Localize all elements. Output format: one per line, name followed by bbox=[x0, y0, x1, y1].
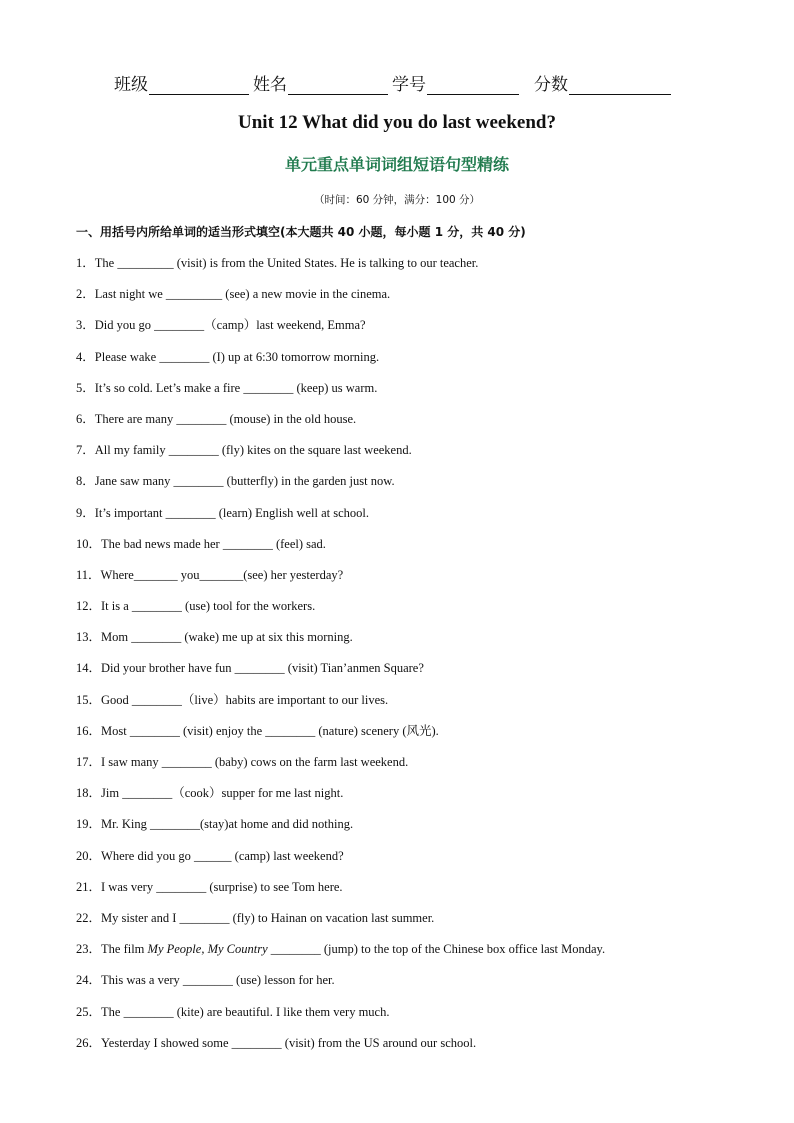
question-item bbox=[76, 471, 736, 502]
question-number: 1． bbox=[76, 256, 95, 270]
question-number: 9． bbox=[76, 505, 95, 520]
question-number: 5． bbox=[76, 380, 95, 395]
question-item bbox=[76, 970, 736, 1001]
question-number: 15． bbox=[76, 692, 102, 707]
question-number: 11． bbox=[76, 567, 101, 582]
question-item bbox=[76, 627, 736, 658]
question-item bbox=[76, 534, 736, 565]
question-item bbox=[76, 409, 736, 440]
question-number: 7． bbox=[76, 443, 95, 458]
question-text: I was very ________ (surprise) to see Tom here. bbox=[101, 879, 343, 894]
question-item bbox=[76, 440, 736, 471]
question-item bbox=[76, 752, 736, 783]
student-id-blank[interactable] bbox=[427, 76, 519, 95]
question-number: 25． bbox=[76, 1004, 102, 1019]
question-number: 4． bbox=[76, 349, 95, 364]
question-text: Yesterday I showed some ________ (visit) from the US around our school. bbox=[101, 1035, 477, 1050]
question-number: 19． bbox=[76, 817, 102, 832]
question-number: 6． bbox=[76, 411, 95, 426]
question-text: All my family ________ (fly) kites on the square last weekend. bbox=[94, 443, 412, 458]
question-item bbox=[76, 284, 736, 315]
question-text: ________ (jump) to the top of the Chinese box office last Monday. bbox=[267, 942, 606, 957]
question-number: 10． bbox=[76, 536, 102, 551]
name-field bbox=[253, 70, 388, 95]
question-item bbox=[76, 503, 736, 534]
question-number: 18． bbox=[76, 786, 102, 801]
question-item bbox=[76, 315, 736, 346]
question-text: It is a ________ (use) tool for the workers. bbox=[101, 599, 316, 614]
question-text: Please wake ________ (I) up at 6:30 tomorrow morning. bbox=[94, 349, 380, 364]
question-text: Where_______ you_______(see) her yesterday? bbox=[100, 567, 344, 582]
unit-title: Unit 12 What did you do last weekend? bbox=[238, 112, 556, 133]
question-text: The film bbox=[101, 942, 148, 957]
question-text: Last night we _________ (see) a new movie in the cinema. bbox=[94, 287, 391, 302]
question-item bbox=[76, 565, 736, 596]
question-list bbox=[76, 253, 736, 1064]
name-blank[interactable] bbox=[288, 76, 388, 95]
question-number: 24． bbox=[76, 973, 102, 988]
question-item bbox=[76, 721, 736, 752]
student-id-label: 学号 bbox=[392, 75, 426, 95]
score-blank[interactable] bbox=[569, 76, 671, 95]
question-item bbox=[76, 347, 736, 378]
question-number: 2． bbox=[76, 287, 95, 302]
question-item bbox=[76, 658, 736, 689]
class-label: 班级 bbox=[114, 75, 148, 95]
question-text: Mr. King ________(stay)at home and did nothing. bbox=[101, 817, 354, 832]
student-id-field bbox=[392, 70, 519, 95]
question-text: Did you go ________（camp）last weekend, Emma? bbox=[94, 318, 366, 333]
question-item bbox=[76, 846, 736, 877]
question-item bbox=[76, 783, 736, 814]
question-item bbox=[76, 814, 736, 845]
question-number: 14． bbox=[76, 661, 102, 676]
question-text: Jim ________（cook）supper for me last night. bbox=[101, 786, 344, 801]
question-item bbox=[76, 253, 736, 284]
question-number: 3． bbox=[76, 318, 95, 333]
question-text: The ________ (kite) are beautiful. I like them very much. bbox=[101, 1004, 390, 1019]
question-number: 16． bbox=[76, 723, 102, 738]
question-text: Mom ________ (wake) me up at six this morning. bbox=[101, 630, 353, 645]
worksheet-subtitle: 单元重点单词词组短语句型精练 bbox=[284, 155, 509, 174]
question-item bbox=[76, 1033, 736, 1064]
question-item bbox=[76, 939, 736, 970]
question-item bbox=[76, 378, 736, 409]
class-field bbox=[114, 70, 249, 95]
score-label: 分数 bbox=[534, 75, 568, 95]
question-number: 23． bbox=[76, 942, 102, 957]
film-title: My People, My Country bbox=[147, 942, 268, 957]
question-number: 17． bbox=[76, 755, 102, 769]
class-blank[interactable] bbox=[149, 76, 249, 95]
question-item bbox=[76, 596, 736, 627]
question-item bbox=[76, 1002, 736, 1033]
question-text: Good ________（live）habits are important to our lives. bbox=[101, 692, 389, 707]
timing-info: （时间：60 分钟，满分：100 分） bbox=[313, 194, 481, 206]
question-number: 8． bbox=[76, 474, 95, 489]
question-text: It’s so cold. Let’s make a fire ________ (keep) us warm. bbox=[94, 380, 378, 395]
name-label: 姓名 bbox=[253, 75, 287, 95]
question-text: Jane saw many ________ (butterfly) in the garden just now. bbox=[94, 474, 395, 489]
question-number: 22． bbox=[76, 910, 102, 925]
question-number: 26． bbox=[76, 1035, 102, 1050]
question-text: My sister and I ________ (fly) to Hainan on vacation last summer. bbox=[101, 910, 435, 925]
question-text: Most ________ (visit) enjoy the ________ (nature) scenery (风光). bbox=[101, 723, 439, 738]
question-number: 12． bbox=[76, 599, 102, 614]
question-item bbox=[76, 908, 736, 939]
question-text: The bad news made her ________ (feel) sad. bbox=[101, 536, 326, 551]
question-number: 20． bbox=[76, 848, 102, 863]
question-item bbox=[76, 690, 736, 721]
question-text: Where did you go ______ (camp) last weekend? bbox=[101, 848, 344, 863]
question-number: 13． bbox=[76, 630, 102, 645]
question-text: It’s important ________ (learn) English well at school. bbox=[94, 505, 370, 520]
section-heading: 一、用括号内所给单词的适当形式填空(本大题共 40 小题，每小题 1 分，共 40 分) bbox=[76, 225, 526, 239]
question-item bbox=[76, 877, 736, 908]
question-text: Did your brother have fun ________ (visit) Tian’anmen Square? bbox=[101, 661, 424, 676]
score-field bbox=[534, 70, 671, 95]
question-text: I saw many ________ (baby) cows on the farm last weekend. bbox=[101, 755, 409, 769]
question-text: This was a very ________ (use) lesson for her. bbox=[101, 973, 335, 988]
question-text: The _________ (visit) is from the United States. He is talking to our teacher. bbox=[94, 256, 479, 270]
question-text: There are many ________ (mouse) in the old house. bbox=[94, 411, 357, 426]
question-number: 21． bbox=[76, 879, 102, 894]
student-info-line bbox=[0, 70, 794, 96]
